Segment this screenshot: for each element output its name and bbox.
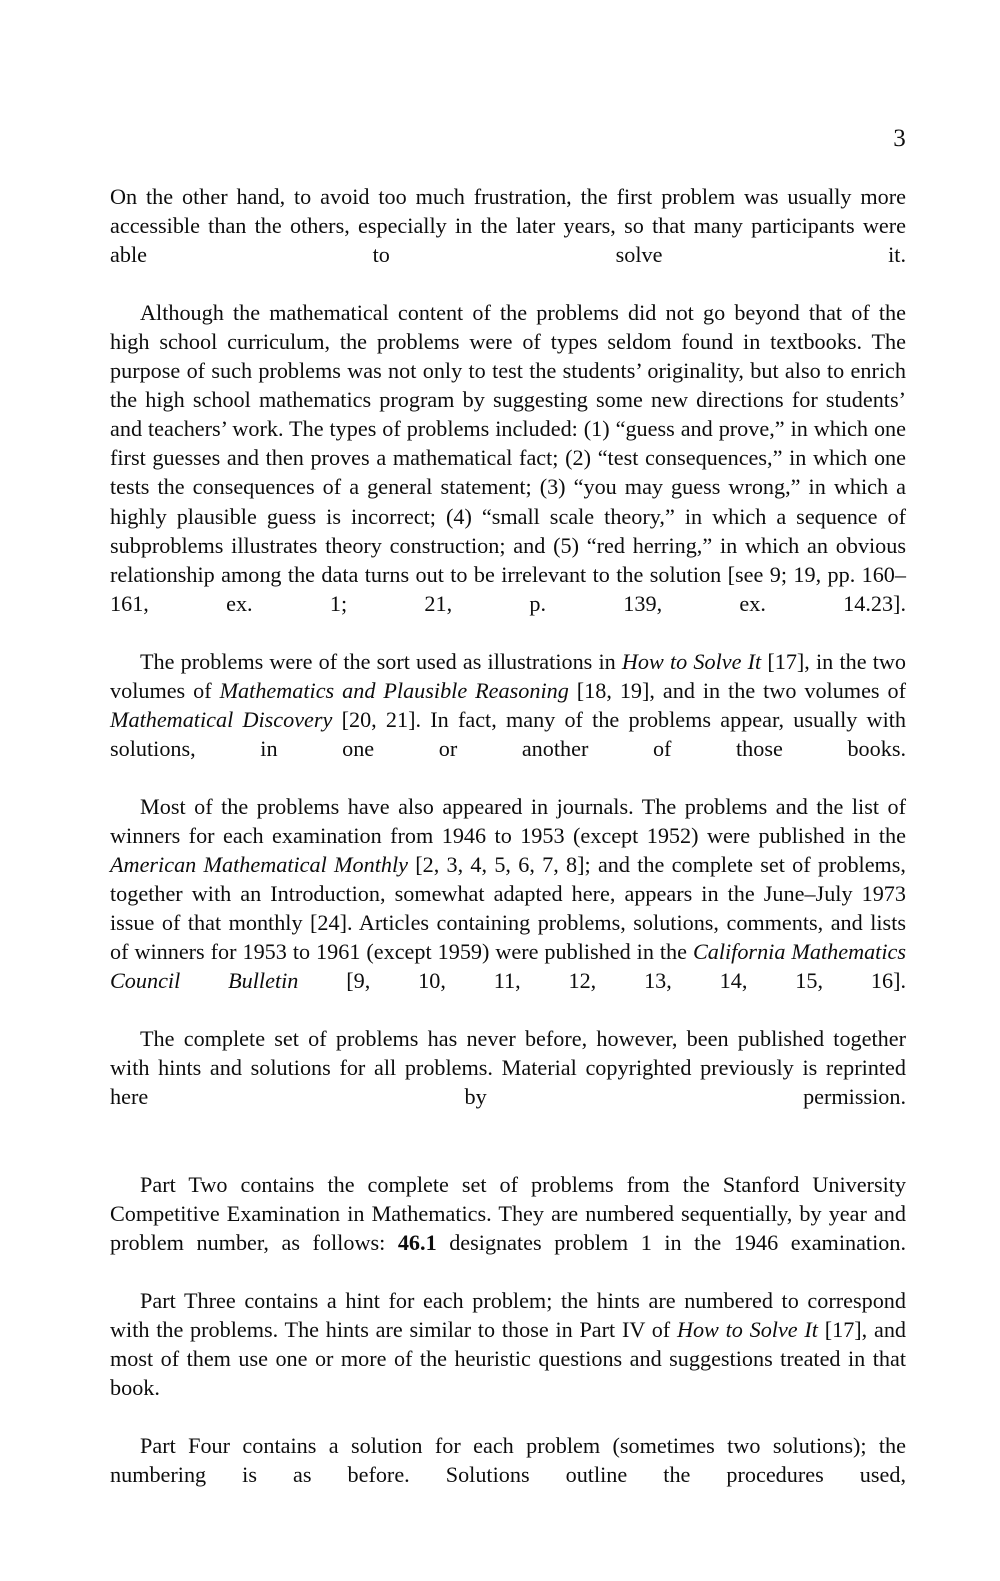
paragraph bbox=[110, 647, 906, 792]
body-text bbox=[110, 182, 906, 1518]
text-run: Although the mathematical content of the problems did not go beyond that of the high school curriculum, the problems were of types seldom found in textbooks. The purpose of such problems was not only to test the students’ originality, but also to enrich the high school mathematics program by suggesting some new directions for students’ and teachers’ work. The types of problems included: (1) “guess and prove,” in which one first guesses and then proves a mathematical fact; (2) “test consequences,” in which one tests the consequences of a general statement; (3) “you may guess wrong,” in which a highly plausible guess is incorrect; (4) “small scale theory,” in which a sequence of subproblems illustrates theory construction; and (5) “red herring,” in which an obvious relationship among the data turns out to be irrelevant to the solution [see 9; 19, pp. 160–161, ex. 1; 21, p. 139, ex. 14.23]. bbox=[110, 300, 906, 616]
italic-title: How to Solve It bbox=[676, 1316, 818, 1342]
paragraph bbox=[110, 1286, 906, 1431]
text-run: [9, 10, 11, 12, 13, 14, 15, 16]. bbox=[298, 968, 907, 994]
bold-reference: 46.1 bbox=[397, 1229, 437, 1255]
paragraph bbox=[110, 1170, 906, 1286]
paragraph bbox=[110, 1431, 906, 1518]
italic-title: California Mathematics Council Bulletin bbox=[110, 939, 906, 994]
text-run: The complete set of problems has never before, however, been published together with hints and solutions for all problems. Material copyrighted previously is reprinted here by permission. bbox=[110, 1026, 906, 1110]
text-run: Part Three contains a hint for each problem; the hints are numbered to correspond with the problems. The hints are similar to those in Part IV of bbox=[110, 1287, 906, 1342]
text-run: On the other hand, to avoid too much frustration, the first problem was usually more accessible than the others, especially in the later years, so that many participants were able to solve it. bbox=[110, 184, 906, 268]
text-run: [18, 19], and in the two volumes of bbox=[568, 677, 906, 703]
paragraph bbox=[110, 1024, 906, 1140]
page-text-block bbox=[110, 124, 906, 1518]
text-run: Part Four contains a solution for each problem (sometimes two solutions); the numbering is as before. Solutions outline the procedures used, bbox=[110, 1432, 906, 1488]
text-run: [17], in the two volumes of bbox=[110, 648, 906, 703]
italic-title: American Mathematical Monthly bbox=[110, 852, 408, 878]
paragraph bbox=[110, 182, 906, 298]
italic-title: Mathematical Discovery bbox=[110, 706, 333, 732]
text-run: [17], and most of them use one or more of the heuristic questions and suggestions treated in that book. bbox=[110, 1316, 907, 1400]
italic-title: Mathematics and Plausible Reasoning bbox=[219, 677, 569, 703]
text-run: [20, 21]. In fact, many of the problems appear, usually with solutions, in one or another of those books. bbox=[110, 706, 906, 761]
text-run: designates problem 1 in the 1946 examination. bbox=[436, 1229, 906, 1255]
paragraph bbox=[110, 298, 906, 647]
page-number: 3 bbox=[893, 125, 906, 152]
text-run: The problems were of the sort used as illustrations in bbox=[140, 648, 622, 674]
text-run: [2, 3, 4, 5, 6, 7, 8]; and the complete set of problems, together with an Introduction, somewhat adapted here, appears in the June–July 1973 issue of that monthly [24]. Articles containing problems, solutions, comments, and lists of winners for 1953 to 1961 (except 1959) were published in the bbox=[110, 852, 906, 965]
paragraph bbox=[110, 792, 906, 1024]
text-run: Part Two contains the complete set of problems from the Stanford University Competitive Examination in Mathematics. They are numbered sequentially, by year and problem number, as follows: bbox=[110, 1171, 906, 1255]
italic-title: How to Solve It bbox=[621, 648, 762, 674]
text-run: Most of the problems have also appeared in journals. The problems and the list of winners for each examination from 1946 to 1953 (except 1952) were published in the bbox=[110, 793, 906, 849]
